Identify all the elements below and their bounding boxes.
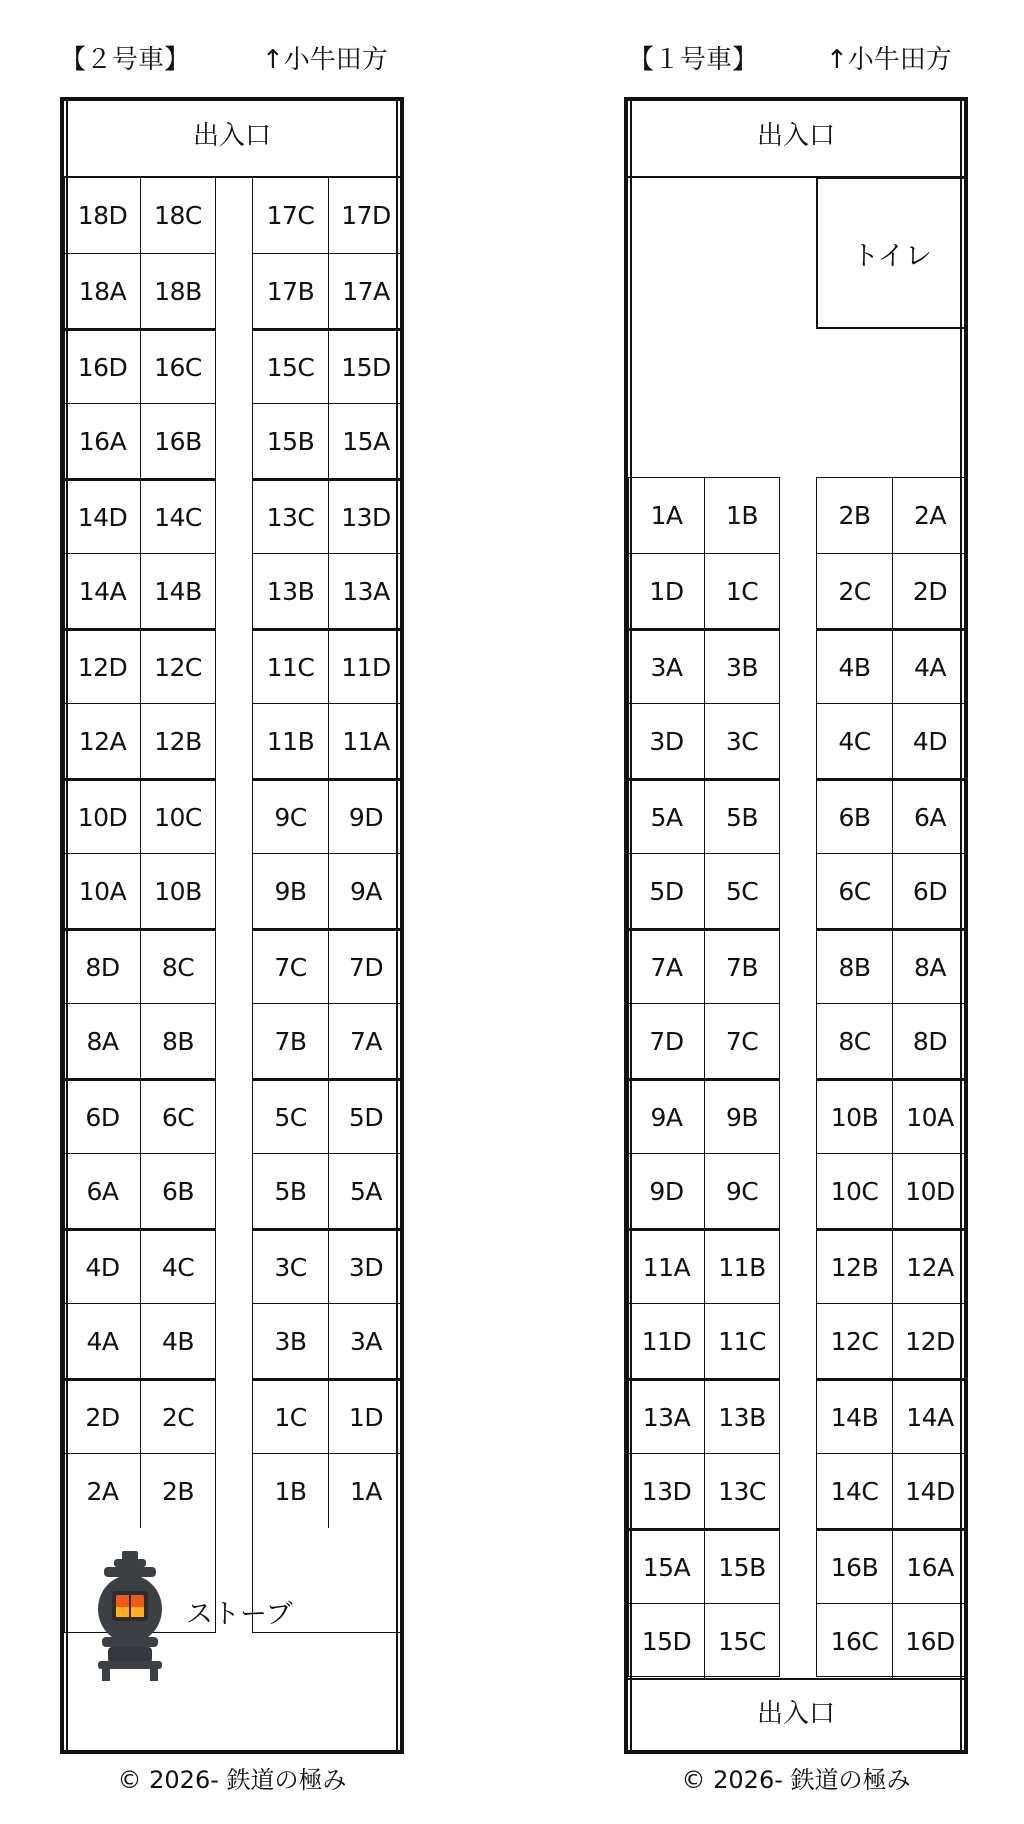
seat: 3B (704, 628, 779, 703)
seat: 14D (892, 1453, 967, 1528)
seat: 1B (253, 1453, 328, 1528)
seat: 6C (817, 853, 892, 928)
seat: 6B (140, 1153, 215, 1228)
car1-title: 【１号車】 (628, 45, 759, 75)
seat: 7A (629, 928, 704, 1003)
seat: 15B (704, 1528, 779, 1603)
seat: 16B (140, 403, 215, 478)
seat: 1B (704, 478, 779, 553)
seat: 3D (629, 703, 704, 778)
car2-frame (60, 97, 404, 1754)
seat: 3B (253, 1303, 328, 1378)
seat: 4B (140, 1303, 215, 1378)
seat: 16D (65, 328, 140, 403)
seat: 3A (629, 628, 704, 703)
seat: 14A (892, 1378, 967, 1453)
seat: 6D (65, 1078, 140, 1153)
seat: 5B (253, 1153, 328, 1228)
seat: 4C (140, 1228, 215, 1303)
seat: 14D (65, 478, 140, 553)
seat: 5C (253, 1078, 328, 1153)
car2-entrance: 出入口 (192, 121, 271, 151)
car1-left-seat-block (628, 477, 780, 1677)
seat: 13C (704, 1453, 779, 1528)
seat: 14C (817, 1453, 892, 1528)
seat: 5D (629, 853, 704, 928)
seat: 12C (817, 1303, 892, 1378)
seat: 13B (253, 553, 328, 628)
seat: 5C (704, 853, 779, 928)
seat: 9D (629, 1153, 704, 1228)
seat: 9C (704, 1153, 779, 1228)
seat: 10A (892, 1078, 967, 1153)
seat: 3D (328, 1228, 403, 1303)
car1-entrance-bottom: 出入口 (756, 1699, 835, 1729)
seat: 16C (140, 328, 215, 403)
car2-left-seat-block (64, 177, 216, 1633)
seat: 11B (704, 1228, 779, 1303)
seat: 8C (140, 928, 215, 1003)
seat: 14C (140, 478, 215, 553)
seat: 8D (65, 928, 140, 1003)
seat: 14B (817, 1378, 892, 1453)
seat: 11A (629, 1228, 704, 1303)
seat: 9D (328, 778, 403, 853)
car1-frame (624, 97, 968, 1754)
seat: 17A (328, 253, 403, 328)
seat: 2B (140, 1453, 215, 1528)
seat: 9C (253, 778, 328, 853)
seat: 7A (328, 1003, 403, 1078)
seat: 2D (892, 553, 967, 628)
seat: 3C (253, 1228, 328, 1303)
seat: 3C (704, 703, 779, 778)
seat: 10D (65, 778, 140, 853)
car2-direction: ↑小牛田方 (262, 45, 388, 75)
seat: 7C (704, 1003, 779, 1078)
seat: 13A (328, 553, 403, 628)
car1-entrance-top: 出入口 (756, 121, 835, 151)
seat: 5A (328, 1153, 403, 1228)
seat: 12A (65, 703, 140, 778)
seat: 18D (77, 201, 128, 230)
seat: 1C (704, 553, 779, 628)
seat: 8B (140, 1003, 215, 1078)
seat: 17D (328, 178, 403, 253)
seat: 15D (328, 328, 403, 403)
seat: 8C (817, 1003, 892, 1078)
seat: 6A (65, 1153, 140, 1228)
seat: 7B (253, 1003, 328, 1078)
seat: 10A (65, 853, 140, 928)
seat: 6A (892, 778, 967, 853)
seat: 12A (892, 1228, 967, 1303)
seat: 12C (140, 628, 215, 703)
seat: 7B (704, 928, 779, 1003)
seat: 15C (704, 1603, 779, 1678)
seat: 9A (328, 853, 403, 928)
seat: 13A (629, 1378, 704, 1453)
seat: 1C (253, 1378, 328, 1453)
seat: 9B (253, 853, 328, 928)
seat: 9B (704, 1078, 779, 1153)
seat: 15A (629, 1528, 704, 1603)
seat: 16B (817, 1528, 892, 1603)
seat: 18C (140, 178, 215, 253)
seat: 15C (253, 328, 328, 403)
seat: 2B (838, 501, 871, 530)
car1-right-seat-block (816, 477, 968, 1677)
seat: 2A (892, 478, 967, 553)
stove-icon (94, 1551, 166, 1681)
seat: 6C (140, 1078, 215, 1153)
seat: 6B (817, 778, 892, 853)
seat: 11C (704, 1303, 779, 1378)
car2-right-seat-block (252, 177, 404, 1633)
seat: 10B (817, 1078, 892, 1153)
seat: 11D (328, 628, 403, 703)
seat: 6D (892, 853, 967, 928)
seat: 10C (140, 778, 215, 853)
seat: 10D (892, 1153, 967, 1228)
seat: 2A (65, 1453, 140, 1528)
car2-title: 【２号車】 (60, 45, 191, 75)
seat: 12B (140, 703, 215, 778)
seat: 8A (65, 1003, 140, 1078)
stove-label: ストーブ (186, 1599, 293, 1630)
seat: 7D (328, 928, 403, 1003)
car2-copyright: © 2026- 鉄道の極み (117, 1766, 347, 1794)
seat: 12D (892, 1303, 967, 1378)
seat: 8D (892, 1003, 967, 1078)
seat: 1D (629, 553, 704, 628)
seat: 17C (266, 201, 315, 230)
seat: 9A (629, 1078, 704, 1153)
seat: 1A (650, 501, 683, 530)
seat: 11D (629, 1303, 704, 1378)
seat: 5B (704, 778, 779, 853)
seat: 8B (817, 928, 892, 1003)
seat: 7D (629, 1003, 704, 1078)
seat: 1A (328, 1453, 403, 1528)
seat: 1D (328, 1378, 403, 1453)
seat: 2D (65, 1378, 140, 1453)
seat: 4D (65, 1228, 140, 1303)
seat: 18B (140, 253, 215, 328)
seat: 12D (65, 628, 140, 703)
seat: 15A (328, 403, 403, 478)
seat: 11A (328, 703, 403, 778)
seat: 12B (817, 1228, 892, 1303)
seat: 11C (253, 628, 328, 703)
seat: 4B (817, 628, 892, 703)
seat: 14A (65, 553, 140, 628)
seat: 4A (65, 1303, 140, 1378)
seat: 13D (629, 1453, 704, 1528)
toilet-label: トイレ (852, 240, 932, 272)
seat: 13C (253, 478, 328, 553)
seat: 13B (704, 1378, 779, 1453)
toilet (816, 177, 968, 329)
seat: 16A (65, 403, 140, 478)
seat: 5D (328, 1078, 403, 1153)
seat: 16D (892, 1603, 967, 1678)
seat: 11B (253, 703, 328, 778)
seat: 15D (629, 1603, 704, 1678)
seat: 4D (892, 703, 967, 778)
seat: 10C (817, 1153, 892, 1228)
seat: 18A (65, 253, 140, 328)
seat: 4A (892, 628, 967, 703)
seat: 7C (253, 928, 328, 1003)
seat: 15B (253, 403, 328, 478)
seat: 10B (140, 853, 215, 928)
seat: 2C (140, 1378, 215, 1453)
seat: 3A (328, 1303, 403, 1378)
seat: 5A (629, 778, 704, 853)
seat: 2C (817, 553, 892, 628)
seat: 4C (817, 703, 892, 778)
seat: 16C (817, 1603, 892, 1678)
seat: 14B (140, 553, 215, 628)
seat: 17B (253, 253, 328, 328)
car1-direction: ↑小牛田方 (826, 45, 952, 75)
seat: 8A (892, 928, 967, 1003)
seat: 13D (328, 478, 403, 553)
seat: 16A (892, 1528, 967, 1603)
car1-copyright: © 2026- 鉄道の極み (681, 1766, 911, 1794)
